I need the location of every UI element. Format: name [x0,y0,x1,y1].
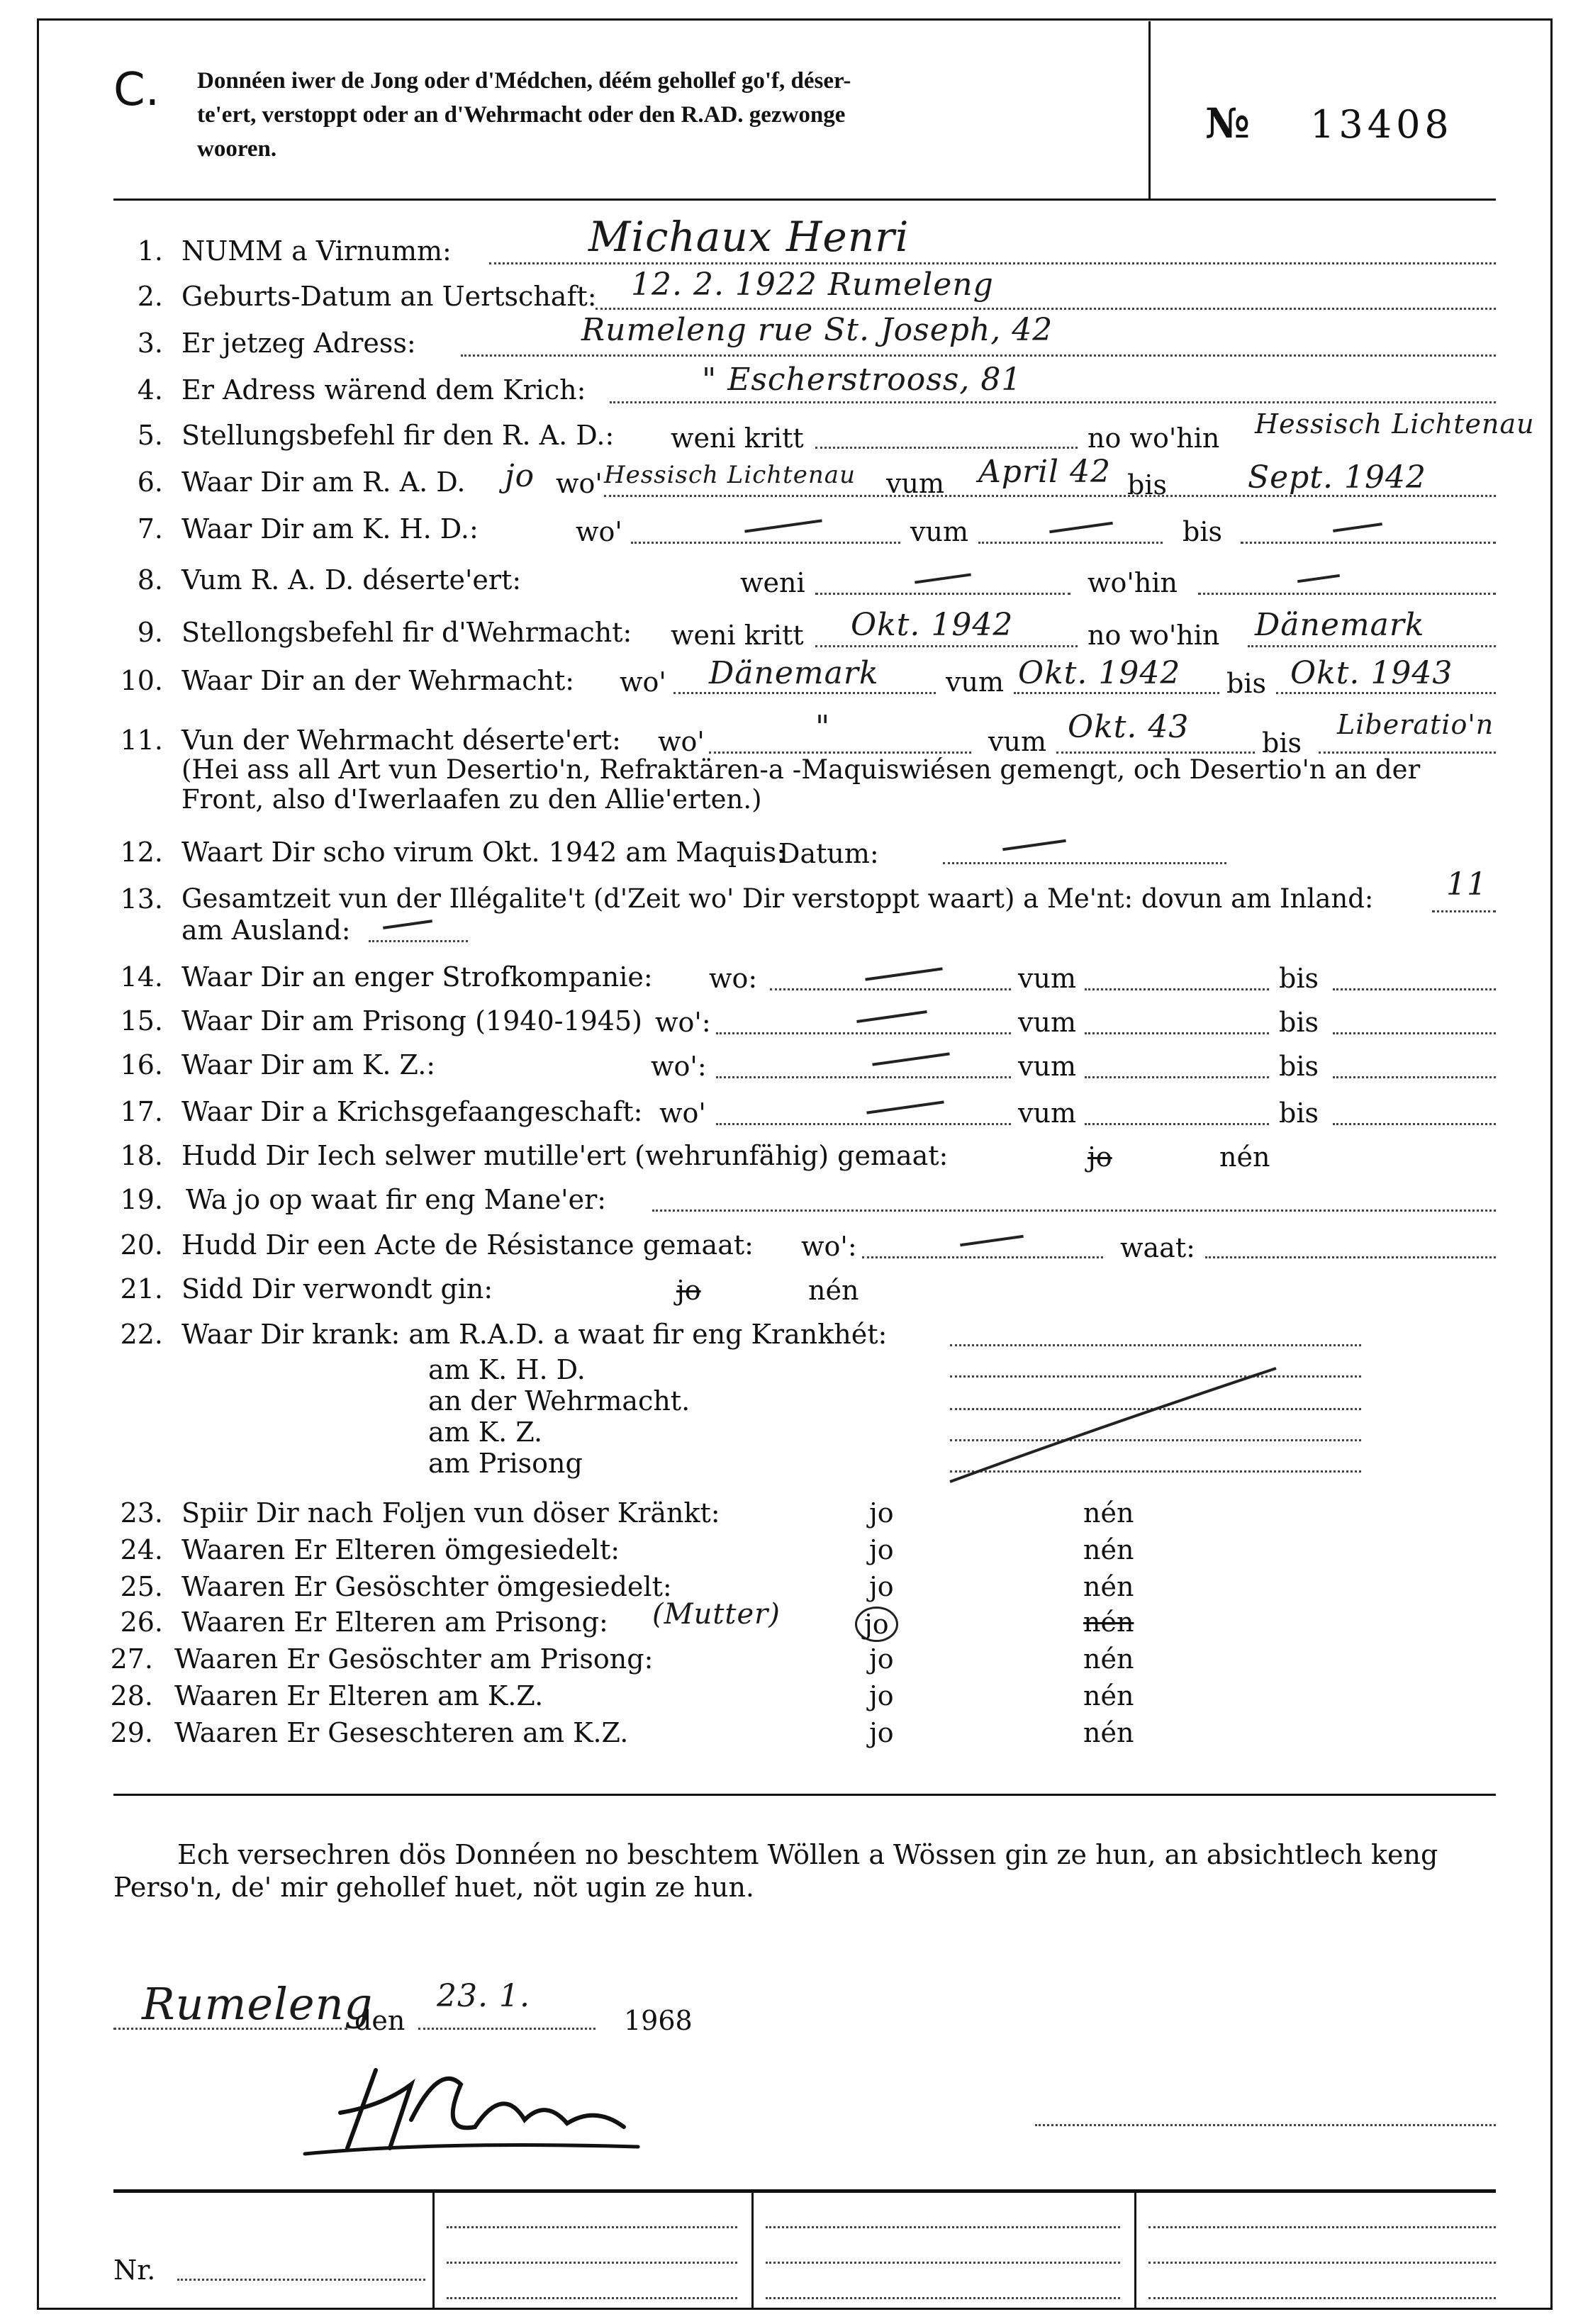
form-title-line-2: te'ert, verstoppt oder an d'Wehrmacht oder den R.AD. gezwonge [197,102,846,128]
item-2-value: 12. 2. 1922 Rumeleng [631,267,994,303]
item-11-label: Vun der Wehrmacht déserte'ert: [181,725,621,756]
item-23-nen: nén [1083,1497,1134,1529]
item-6-number: 6. [137,467,163,498]
item-6-jo: jo [505,458,535,494]
item-3-dots [461,354,1496,357]
item-22-number: 22. [120,1319,163,1350]
item-11-dots-a [709,752,971,754]
item-12-label: Waart Dir scho virum Okt. 1942 am Maquis: [181,837,786,868]
item-22-dots-a [950,1344,1361,1346]
item-19-number: 19. [120,1184,163,1215]
item-13-number: 13. [120,883,163,915]
item-16-dots-b [1085,1076,1269,1078]
item-26-note: (Mutter) [652,1598,781,1631]
item-6-to: Sept. 1942 [1248,459,1426,496]
item-25-label: Waaren Er Gesöschter ömgesiedelt: [181,1571,672,1602]
item-9-number: 9. [137,617,163,648]
signature-date-dots [418,2028,596,2030]
item-14-bis: bis [1279,963,1319,994]
item-12-number: 12. [120,837,163,868]
item-7-wo: wo' [576,516,622,547]
item-6-place: Hessisch Lichtenau [604,461,856,489]
item-13-label: Gesamtzeit vun der Illégalite't (d'Zeit wo' Dir verstoppt waart) a Me'nt: dovun am Inland: [181,883,1374,914]
item-18-label: Hudd Dir Iech selwer mutille'ert (wehrunfähig) gemaat: [181,1140,949,1171]
item-25-nen: nén [1083,1571,1134,1602]
item-17-dots-a [716,1123,1011,1125]
item-22-sub-2: an der Wehrmacht. [428,1385,690,1417]
item-1-number: 1. [137,235,163,267]
item-16-vum: vum [1018,1051,1076,1082]
item-9-date: Okt. 1942 [851,607,1014,643]
item-21-jo: jo [676,1275,701,1306]
item-20-dots-b [1205,1256,1496,1258]
item-22-cross-stroke [943,1361,1283,1489]
item-24-jo: jo [869,1534,894,1565]
signature-right-dots [1035,2124,1496,2126]
item-28-jo: jo [869,1680,894,1711]
item-15-wo: wo': [655,1007,711,1038]
item-14-dots-a [770,988,1011,990]
item-13-dots-a [1432,910,1496,912]
item-2-dots [596,308,1496,310]
declaration-line-1: Ech versechren dös Donnéen no beschtem Wöllen a Wössen gin ze hun, an absichtlech keng [177,1839,1438,1870]
form-title-line-3: wooren. [197,136,277,162]
item-24-number: 24. [120,1534,163,1565]
item-9-label: Stellongsbefehl fir d'Wehrmacht: [181,617,632,648]
item-4-label: Er Adress wärend dem Krich: [181,374,586,406]
item-10-number: 10. [120,665,163,696]
item-10-dots-c [1276,692,1496,694]
item-17-label: Waar Dir a Krichsgefaangeschaft: [181,1096,643,1127]
item-11-number: 11. [120,725,163,756]
item-11-wo: wo' [658,726,705,757]
item-5-number: 5. [137,420,163,451]
form-letter: C. [113,64,160,116]
item-11-bis: bis [1262,727,1302,759]
item-18-jo: jo [1087,1141,1112,1173]
item-9-weni-kritt: weni kritt [671,620,804,651]
item-12-datum: Datum: [778,838,879,869]
item-8-dots-a [815,593,1070,595]
footer-top-line [113,2189,1496,2193]
item-6-dots [604,495,1496,497]
item-11-dots-b [1056,752,1255,754]
item-9-no-wohin: no wo'hin [1087,620,1220,651]
item-5-dots-a [815,447,1078,449]
item-22-label: Waar Dir krank: am R.A.D. a waat fir eng Krankhét: [181,1319,888,1350]
footer-cell-3c [1148,2297,1496,2299]
item-25-jo: jo [869,1571,894,1602]
item-17-bis: bis [1279,1097,1319,1129]
item-16-dots-a [716,1076,1011,1078]
item-11-vum: vum [988,726,1046,757]
item-16-dots-c [1333,1076,1496,1078]
item-16-bis: bis [1279,1051,1319,1082]
item-20-waat: waat: [1120,1232,1195,1263]
footer-nr-dots [177,2279,425,2281]
item-23-jo: jo [869,1497,894,1529]
item-17-number: 17. [120,1096,163,1127]
item-10-vum: vum [946,666,1004,698]
item-15-dots-a [716,1032,1011,1034]
item-12-dots [943,862,1226,864]
item-4-number: 4. [137,374,163,406]
item-14-dots-c [1333,988,1496,990]
item-15-vum: vum [1018,1007,1076,1038]
item-29-number: 29. [110,1717,153,1748]
item-26-number: 26. [120,1607,163,1638]
item-2-label: Geburts-Datum an Uertschaft: [181,281,597,312]
item-22-sub-3: am K. Z. [428,1417,543,1448]
item-9-dots-b [1248,645,1496,647]
footer-cell-1a [447,2226,737,2228]
footer-cell-1c [447,2297,737,2299]
item-14-wo: wo: [709,963,758,994]
item-1-value: Michaux Henri [588,213,910,261]
item-7-vum: vum [910,516,968,547]
item-8-dots-b [1198,593,1496,595]
item-1-label: NUMM a Virnumm: [181,235,452,267]
signature-place-dots [113,2028,347,2030]
item-14-vum: vum [1018,963,1076,994]
item-22-sub-1: am K. H. D. [428,1354,586,1385]
item-11-to: Liberatio'n [1337,709,1494,740]
item-8-weni: weni [740,567,805,598]
item-10-to: Okt. 1943 [1290,655,1453,691]
footer-col-divider-2 [751,2191,754,2308]
item-14-number: 14. [120,961,163,993]
item-15-dots-c [1333,1032,1496,1034]
item-10-bis: bis [1226,668,1266,699]
item-7-label: Waar Dir am K. H. D.: [181,513,479,544]
item-20-number: 20. [120,1229,163,1261]
item-11-note-1: (Hei ass all Art vun Desertio'n, Refraktären-a -Maquiswiésen gemengt, och Desertio'n an der [181,754,1421,785]
item-6-from: April 42 [978,454,1112,490]
item-11-place: " [815,709,831,745]
item-2-number: 2. [137,281,163,312]
item-15-number: 15. [120,1005,163,1037]
item-20-wo: wo': [801,1231,857,1262]
number-sign: № [1205,99,1251,147]
header-divider [1148,21,1151,199]
signature-date: 23. 1. [437,1978,530,2014]
item-13-ausland: am Ausland: [181,915,351,946]
item-13-inland-value: 11 [1446,866,1487,903]
item-17-dots-b [1085,1123,1269,1125]
item-11-note-2: Front, also d'Iwerlaafen zu den Allie'erten.) [181,784,762,815]
item-16-wo: wo': [651,1051,707,1082]
item-6-wo: wo' [556,468,603,499]
item-20-label: Hudd Dir een Acte de Résistance gemaat: [181,1229,754,1261]
footer-cell-2c [766,2297,1120,2299]
footer-nr-label: Nr. [113,2255,156,2286]
item-7-dots-a [631,542,900,544]
item-29-jo: jo [869,1717,894,1748]
footer-cell-3a [1148,2226,1496,2228]
signature-year: 1968 [624,2005,693,2036]
declaration-top-line [113,1794,1496,1796]
item-23-label: Spiir Dir nach Foljen vun döser Kränkt: [181,1497,720,1529]
item-21-number: 21. [120,1273,163,1305]
item-10-label: Waar Dir an der Wehrmacht: [181,665,575,696]
item-29-label: Waaren Er Geseschteren am K.Z. [174,1717,629,1748]
item-1-dots [489,262,1496,264]
item-25-number: 25. [120,1571,163,1602]
item-26-label: Waaren Er Elteren am Prisong: [181,1607,608,1638]
item-24-nen: nén [1083,1534,1134,1565]
item-26-nen: nén [1083,1607,1134,1638]
item-16-number: 16. [120,1049,163,1080]
item-27-nen: nén [1083,1643,1134,1675]
item-5-value: Hessisch Lichtenau [1255,408,1535,440]
item-28-label: Waaren Er Elteren am K.Z. [174,1680,544,1711]
item-15-bis: bis [1279,1007,1319,1038]
item-14-label: Waar Dir an enger Strofkompanie: [181,961,653,993]
item-18-number: 18. [120,1140,163,1171]
item-9-dots-a [815,645,1078,647]
item-28-number: 28. [110,1680,153,1711]
item-3-label: Er jetzeg Adress: [181,328,416,359]
item-20-dots-a [862,1256,1103,1258]
item-18-nen: nén [1219,1141,1270,1173]
item-17-vum: vum [1018,1097,1076,1129]
item-27-label: Waaren Er Gesöschter am Prisong: [174,1643,654,1675]
item-21-label: Sidd Dir verwondt gin: [181,1273,493,1305]
item-3-value: Rumeleng rue St. Joseph, 42 [581,312,1053,348]
footer-cell-2b [766,2262,1120,2264]
form-number: 13408 [1310,102,1453,147]
item-7-dots-b [978,542,1163,544]
declaration-line-2: Perso'n, de' mir gehollef huet, nöt ugin ze hun. [113,1872,755,1903]
item-27-jo: jo [869,1643,894,1675]
item-4-value: " Escherstrooss, 81 [702,362,1022,398]
footer-cell-3b [1148,2262,1496,2264]
item-22-sub-4: am Prisong [428,1448,583,1479]
item-10-dots-b [1014,692,1219,694]
item-13-dots-b [369,940,468,942]
item-27-number: 27. [110,1643,153,1675]
item-19-label: Wa jo op waat fir eng Mane'er: [186,1184,607,1215]
item-17-dots-c [1333,1123,1496,1125]
signature-den: den [354,2005,406,2036]
footer-cell-1b [447,2262,737,2264]
item-17-wo: wo' [659,1097,706,1129]
item-19-dots [652,1210,1496,1212]
item-28-nen: nén [1083,1680,1134,1711]
item-10-from: Okt. 1942 [1018,655,1181,691]
item-16-label: Waar Dir am K. Z.: [181,1049,436,1080]
item-15-dots-b [1085,1032,1269,1034]
form-title-line-1: Donnéen iwer de Jong oder d'Médchen, déém gehollef go'f, déser- [197,68,851,94]
item-23-number: 23. [120,1497,163,1529]
item-3-number: 3. [137,328,163,359]
footer-col-divider-3 [1134,2191,1136,2308]
item-8-label: Vum R. A. D. déserte'ert: [181,564,522,596]
footer-col-divider-1 [432,2191,435,2308]
item-24-label: Waaren Er Elteren ömgesiedelt: [181,1534,620,1565]
item-7-bis: bis [1182,516,1222,547]
item-26-jo-circled: jo [855,1607,898,1642]
item-11-dots-c [1319,752,1496,754]
item-8-wohin: wo'hin [1087,567,1178,598]
item-7-dots-c [1241,542,1496,544]
item-10-dots-a [673,692,936,694]
item-9-place: Dänemark [1255,607,1425,643]
item-29-nen: nén [1083,1717,1134,1748]
item-11-from: Okt. 43 [1068,709,1190,745]
item-15-label: Waar Dir am Prisong (1940-1945) [181,1005,642,1037]
item-7-number: 7. [137,513,163,544]
item-6-vum: vum [886,468,944,499]
header-bottom-line [113,199,1496,201]
item-21-nen: nén [808,1275,859,1306]
item-6-label: Waar Dir am R. A. D. [181,467,466,498]
item-14-dots-b [1085,988,1269,990]
item-8-number: 8. [137,564,163,596]
item-5-no-wohin: no wo'hin [1087,423,1220,454]
footer-cell-2a [766,2226,1120,2228]
item-4-dots [610,401,1496,403]
item-6-bis: bis [1127,469,1167,501]
item-5-label: Stellungsbefehl fir den R. A. D.: [181,420,615,451]
item-10-place: Dänemark [709,655,879,691]
handwritten-signature [298,2056,666,2162]
item-5-weni-kritt: weni kritt [671,423,804,454]
signature-place: Rumeleng [142,1978,374,2030]
item-10-wo: wo' [620,666,666,698]
